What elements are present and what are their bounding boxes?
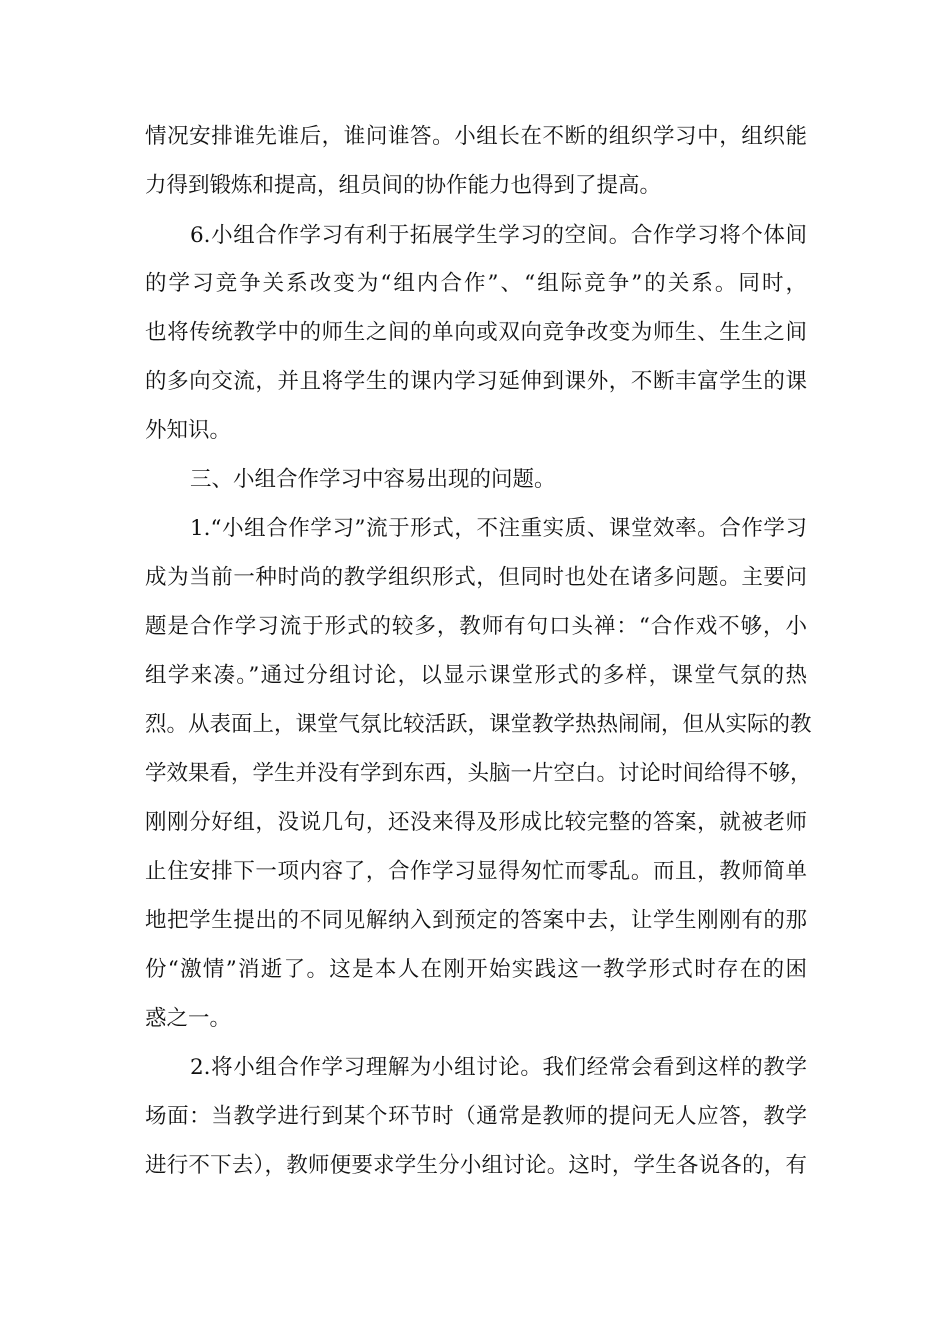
text-line: 场面：当教学进行到某个环节时（通常是教师的提问无人应答，教学 bbox=[145, 1104, 807, 1129]
text-line: 的多向交流，并且将学生的课内学习延伸到课外，不断丰富学生的课 bbox=[145, 369, 807, 394]
text-line: 力得到锻炼和提高，组员间的协作能力也得到了提高。 bbox=[145, 173, 662, 198]
text-line: 1.“小组合作学习”流于形式，不注重实质、课堂效率。合作学习 bbox=[190, 516, 807, 541]
text-line: 外知识。 bbox=[145, 418, 232, 443]
text-line: 的学习竞争关系改变为“组内合作”、“组际竞争”的关系。同时， bbox=[145, 271, 807, 296]
text-line: 题是合作学习流于形式的较多，教师有句口头禅：“合作戏不够，小 bbox=[145, 614, 807, 639]
text-line: 成为当前一种时尚的教学组织形式，但同时也处在诸多问题。主要问 bbox=[145, 565, 807, 590]
text-line: 组学来凑。”通过分组讨论，以显示课堂形式的多样，课堂气氛的热 bbox=[145, 663, 807, 688]
text-line: 学效果看，学生并没有学到东西，头脑一片空白。讨论时间给得不够， bbox=[145, 761, 812, 786]
section-heading: 三、小组合作学习中容易出现的问题。 bbox=[190, 467, 556, 492]
text-line: 惑之一。 bbox=[145, 1006, 232, 1031]
text-line: 烈。从表面上，课堂气氛比较活跃，课堂教学热热闹闹，但从实际的教 bbox=[145, 712, 812, 737]
text-line: 进行不下去），教师便要求学生分小组讨论。这时，学生各说各的，有 bbox=[145, 1153, 807, 1178]
text-line: 2.将小组合作学习理解为小组讨论。我们经常会看到这样的教学 bbox=[190, 1055, 807, 1080]
text-line: 止住安排下一项内容了，合作学习显得匆忙而零乱。而且，教师简单 bbox=[145, 859, 807, 884]
text-line: 6.小组合作学习有利于拓展学生学习的空间。合作学习将个体间 bbox=[190, 223, 807, 248]
text-line: 地把学生提出的不同见解纳入到预定的答案中去，让学生刚刚有的那 bbox=[145, 908, 807, 933]
text-line: 也将传统教学中的师生之间的单向或双向竞争改变为师生、生生之间 bbox=[145, 320, 807, 345]
text-line: 情况安排谁先谁后，谁问谁答。小组长在不断的组织学习中，组织能 bbox=[145, 124, 807, 149]
text-line: 份“激情”消逝了。这是本人在刚开始实践这一教学形式时存在的困 bbox=[145, 957, 807, 982]
text-line: 刚刚分好组，没说几句，还没来得及形成比较完整的答案，就被老师 bbox=[145, 810, 807, 835]
